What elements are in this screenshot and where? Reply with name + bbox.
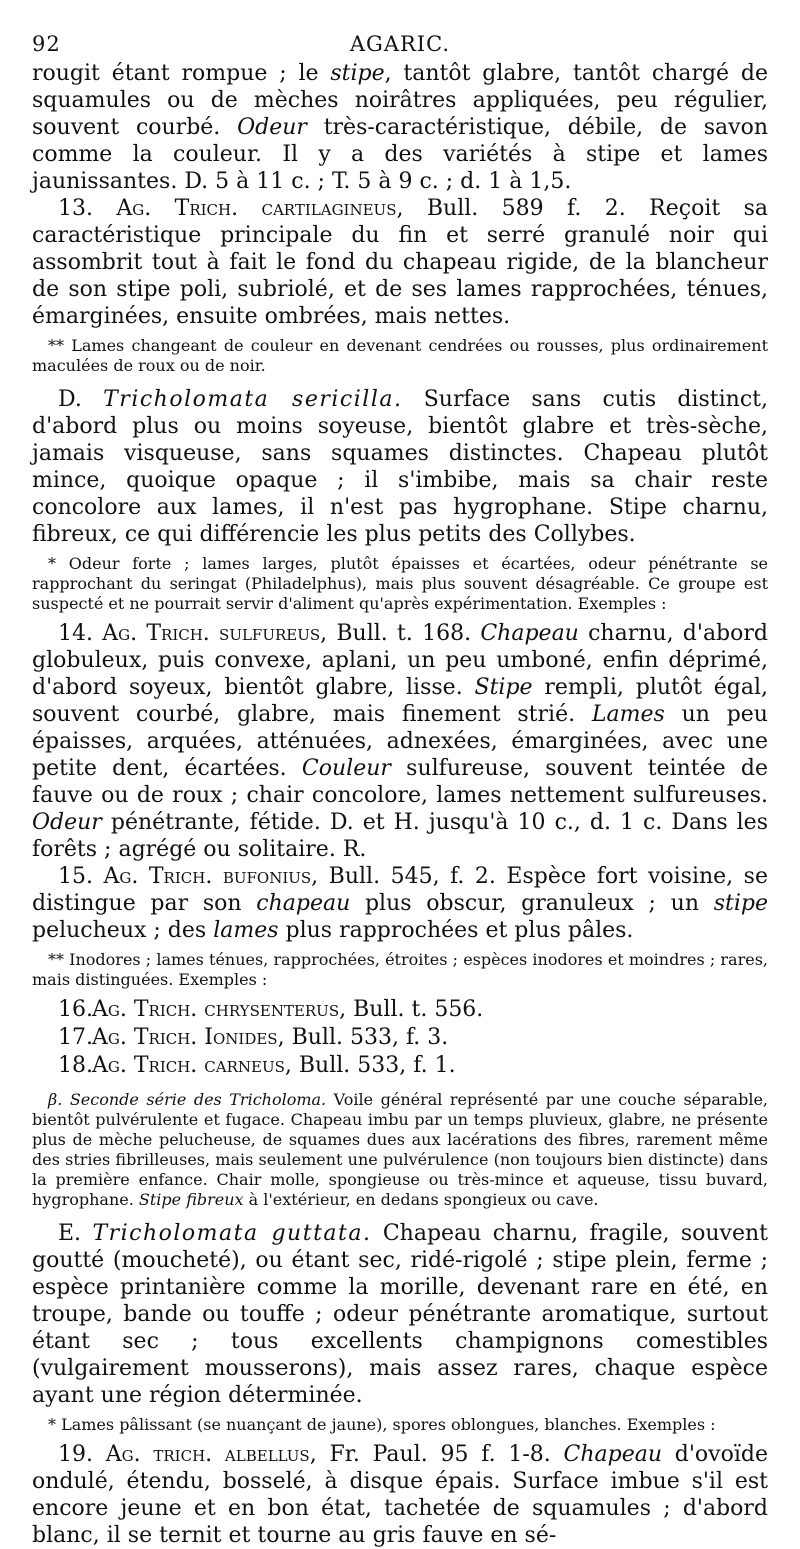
beta-series-note	[32, 1090, 768, 1210]
text: pelucheux ; des	[32, 918, 214, 943]
italic-term: Stipe	[474, 675, 533, 700]
note-star-d: * Odeur forte ; lames larges, plutôt épaisses et écartées, odeur pénétrante se rapprochant du seringat (Philadelphus), mais plus souvent désagréable. Ce groupe est suspecté et ne pourrait servir d'aliment qu'après expérimentation. Exemples :	[32, 554, 768, 613]
italic-term: Stipe fibreux	[138, 1190, 244, 1209]
italic-term: chapeau	[256, 891, 351, 916]
text: , tantôt glabre, tantôt chargé de squamules ou de mèches noirâtres appliquées, peu régulier, souvent courbé.	[32, 61, 768, 140]
entry-number: 14.	[58, 621, 93, 646]
text: rougit étant rompue ; le	[32, 61, 331, 86]
species-list	[32, 996, 768, 1080]
section-title: Tricholomata guttata.	[92, 1221, 372, 1246]
entry-number: 18.	[58, 1053, 93, 1078]
text: plus obscur, granuleux ; un	[350, 891, 714, 916]
section-e	[32, 1220, 768, 1409]
list-item	[58, 1052, 768, 1080]
entry-number: 15.	[58, 864, 93, 889]
page-number: 92	[32, 32, 61, 56]
text: à l'extérieur, en dedans spongieux ou cave.	[243, 1190, 599, 1209]
text: rempli, plutôt égal, souvent courbé, glabre, mais finement strié.	[32, 675, 768, 727]
page-header	[32, 24, 768, 60]
text: , Bull. t. 168.	[320, 621, 481, 646]
italic-term: Odeur	[237, 115, 307, 140]
text: plus rapprochées et plus pâles.	[278, 918, 634, 943]
note-double-star-1: ** Lames changeant de couleur en devenant cendrées ou rousses, plus ordinairement maculées de roux ou de noir.	[32, 336, 768, 375]
running-title: AGARIC.	[349, 32, 451, 56]
italic-term: stipe	[713, 891, 768, 916]
entry-13	[32, 195, 768, 330]
entry-number: 19.	[58, 1442, 93, 1467]
entry-19	[32, 1441, 768, 1549]
text: très-caractéristique, débile, de savon comme la couleur. Il y a des variétés à stipe et lames jaunissantes. D. 5 à 11 c. ; T. 5 à 9 c. ; d. 1 à 1,5.	[32, 115, 768, 194]
text: , Bull. 545, f. 2. Espèce fort voisine, se distingue par son	[32, 864, 768, 916]
text: , Fr. Paul. 95 f. 1-8.	[309, 1442, 564, 1467]
entry-text: , Bull. 533, f. 1.	[284, 1053, 456, 1078]
section-d	[32, 386, 768, 548]
section-letter: D.	[58, 387, 82, 412]
species-name: Ag. Trich. carneus	[92, 1053, 285, 1078]
text: un peu épaisses, arquées, atténuées, adnexées, émarginées, avec une petite dent, écartées.	[32, 702, 768, 781]
italic-term: Lames	[591, 702, 665, 727]
italic-term: Chapeau	[480, 621, 579, 646]
species-name: Ag. Trich. chrysenterus	[92, 997, 340, 1022]
italic-term: Chapeau	[563, 1442, 663, 1467]
list-item	[58, 996, 768, 1024]
entry-14	[32, 620, 768, 863]
text: d'ovoïde ondulé, étendu, bosselé, à disque épais. Surface imbue s'il est encore jeune et en bon état, tachetée de squamules ; d'abord blanc, il se ternit et tourne au gris fauve en sé-	[32, 1442, 768, 1548]
entry-text: , Bull. 533, f. 3.	[277, 1025, 449, 1050]
entry-text: , Bull. 589 f. 2. Reçoit sa caractéristique principale du fin et serré granulé noir qui assombrit tout à fait le fond du chapeau rigide, de la blancheur de son stipe poli, subriolé, et de ses lames rapprochées, ténues, émarginées, ensuite ombrées, mais nettes.	[32, 196, 768, 329]
series-label: β. Seconde série des Tricholoma.	[48, 1090, 327, 1109]
species-name: Ag. Trich. cartilagineus	[116, 196, 397, 221]
text: charnu, d'abord globuleux, puis convexe, aplani, un peu umboné, enfin déprimé, d'abord soyeux, bientôt glabre, lisse.	[32, 621, 768, 700]
entry-number: 17.	[58, 1025, 93, 1050]
italic-term: Odeur	[32, 810, 102, 835]
paragraph-continued	[32, 60, 768, 195]
book-page	[32, 24, 768, 1549]
entry-text: , Bull. t. 556.	[339, 997, 484, 1022]
italic-term: stipe	[330, 61, 385, 86]
section-text: Chapeau charnu, fragile, souvent goutté (moucheté), ou étant sec, ridé-rigolé ; stipe plein, ferme ; espèce printanière comme la morille, devenant rare en été, en troupe, bande ou touffe ; odeur pénétrante aromatique, surtout étant sec ; tous excellents champignons comestibles (vulgairement mousserons), mais assez rares, chaque espèce ayant une région déterminée.	[32, 1221, 769, 1408]
entry-15	[32, 863, 768, 944]
species-name: Ag. Trich. Ionides	[92, 1025, 278, 1050]
entry-number: 16.	[58, 997, 93, 1022]
text: pénétrante, fétide. D. et H. jusqu'à 10 c., d. 1 c. Dans les forêts ; agrégé ou solitaire. R.	[32, 810, 768, 862]
species-name: Ag. trich. albellus	[105, 1442, 310, 1467]
note-double-star-2: ** Inodores ; lames ténues, rapprochées, étroites ; espèces inodores et moindres ; rares, mais distinguées. Exemples :	[32, 950, 768, 989]
italic-term: Couleur	[301, 756, 391, 781]
section-title: Tricholomata sericilla.	[103, 387, 403, 412]
species-name: Ag. Trich. sulfureus	[102, 621, 321, 646]
list-item	[58, 1024, 768, 1052]
note-star-e: * Lames pâlissant (se nuançant de jaune), spores oblongues, blanches. Exemples :	[48, 1415, 716, 1434]
entry-number: 13.	[58, 196, 93, 221]
section-letter: E.	[58, 1221, 82, 1246]
text: Voile général représenté par une couche séparable, bientôt pulvérulente et fugace. Chapeau imbu par un temps pluvieux, glabre, ne présente plus de mèche pelucheuse, de squames dues aux lacérations des fibres, rarement même des stries fibrilleuses, mais seulement une pulvérulence (non toujours bien distincte) dans la première enfance. Chair molle, spongieuse ou très-mince et aqueuse, tissu buvard, hygrophane.	[32, 1090, 769, 1209]
section-text: Surface sans cutis distinct, d'abord plus ou moins soyeuse, bientôt glabre et très-sèche, jamais visqueuse, sans squames distinctes. Chapeau plutôt mince, quoique opaque ; il s'imbibe, mais sa chair reste concolore aux lames, il n'est pas hygrophane. Stipe charnu, fibreux, ce qui différencie les plus petits des Collybes.	[32, 387, 768, 547]
species-name: Ag. Trich. bufonius	[103, 864, 312, 889]
italic-term: lames	[213, 918, 279, 943]
text: sulfureuse, souvent teintée de fauve ou de roux ; chair concolore, lames nettement sulfureuses.	[32, 756, 769, 808]
